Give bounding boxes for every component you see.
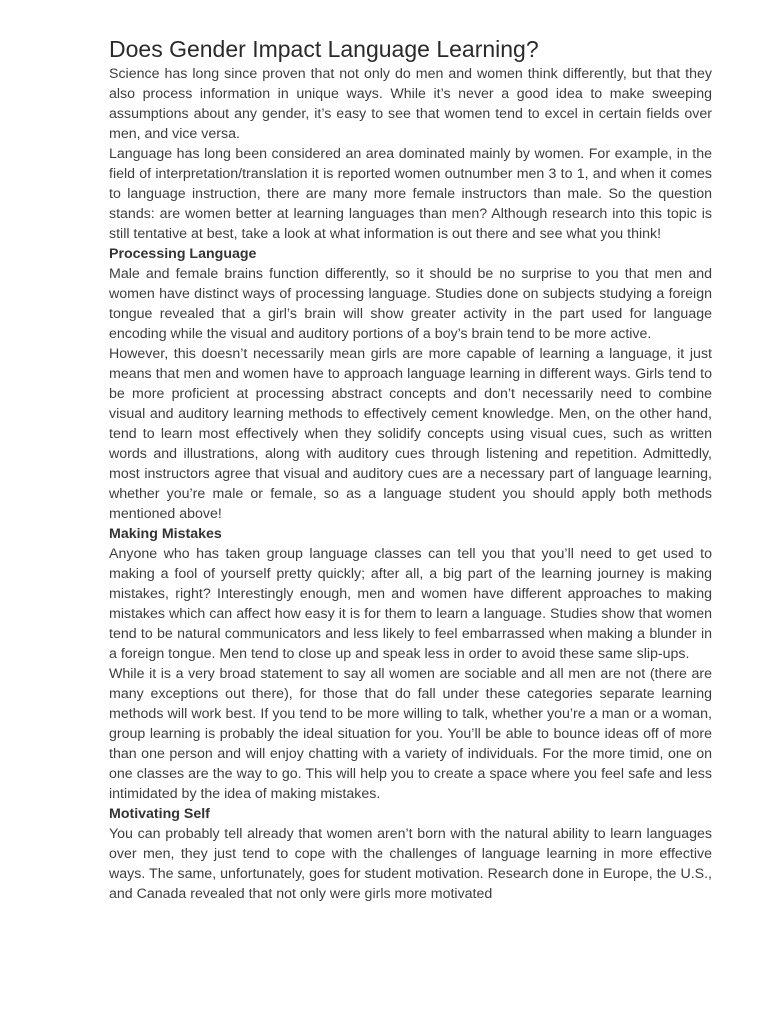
intro-paragraph-2: Language has long been considered an area dominated mainly by women. For example, in the field of interpretation/translation it is reported women outnumber men 3 to 1, and when it comes to language instruction, there are many more female instructors than male. So the question stands: are women better at learning languages than men? Although research into this topic is still tentative at best, take a look at what information is out there and see what you think! xyxy=(109,146,712,242)
section-heading: Processing Language xyxy=(109,246,257,262)
section-paragraph: You can probably tell already that women aren’t born with the natural ability to learn languages over men, they just tend to cope with the challenges of language learning in more effective ways. The same, unfortunately, goes for student motivation. Research done in Europe, the U.S., and Canada revealed that not only were girls more motivated xyxy=(109,826,712,902)
section-processing-language xyxy=(109,244,712,524)
intro-paragraph-1: Science has long since proven that not only do men and women think differently, but that they also process information in unique ways. While it’s never a good idea to make sweeping assumptions about any gender, it’s easy to see that women tend to excel in certain fields over men, and vice versa. xyxy=(109,66,712,142)
section-making-mistakes xyxy=(109,524,712,804)
section-motivating-self xyxy=(109,804,712,904)
document-page xyxy=(109,34,712,904)
section-heading: Motivating Self xyxy=(109,806,210,822)
document-title: Does Gender Impact Language Learning? xyxy=(109,36,539,62)
section-paragraph: Male and female brains function differently, so it should be no surprise to you that men and women have distinct ways of processing language. Studies done on subjects studying a foreign tongue revealed that a girl’s brain will show greater activity in the part used for language encoding while the visual and auditory portions of a boy’s brain tend to be more active. xyxy=(109,266,712,342)
section-heading: Making Mistakes xyxy=(109,526,222,542)
section-paragraph: Anyone who has taken group language classes can tell you that you’ll need to get used to making a fool of yourself pretty quickly; after all, a big part of the learning journey is making mistakes, right? Interestingly enough, men and women have different approaches to making mistakes which can affect how easy it is for them to learn a language. Studies show that women tend to be natural communicators and less likely to feel embarrassed when making a blunder in a foreign tongue. Men tend to close up and speak less in order to avoid these same slip-ups. xyxy=(109,546,712,662)
section-paragraph: However, this doesn’t necessarily mean girls are more capable of learning a language, it just means that men and women have to approach language learning in different ways. Girls tend to be more proficient at processing abstract concepts and don’t necessarily need to combine visual and auditory learning methods to effectively cement knowledge. Men, on the other hand, tend to learn most effectively when they solidify concepts using visual cues, such as written words and illustrations, along with auditory cues through listening and repetition. Admittedly, most instructors agree that visual and auditory cues are a necessary part of language learning, whether you’re male or female, so as a language student you should apply both methods mentioned above! xyxy=(109,346,712,522)
section-paragraph: While it is a very broad statement to say all women are sociable and all men are not (there are many exceptions out there), for those that do fall under these categories separate learning methods will work best. If you tend to be more willing to talk, whether you’re a man or a woman, group learning is probably the ideal situation for you. You’ll be able to bounce ideas off of more than one person and will enjoy chatting with a variety of individuals. For the more timid, one on one classes are the way to go. This will help you to create a space where you feel safe and less intimidated by the idea of making mistakes. xyxy=(109,666,712,802)
